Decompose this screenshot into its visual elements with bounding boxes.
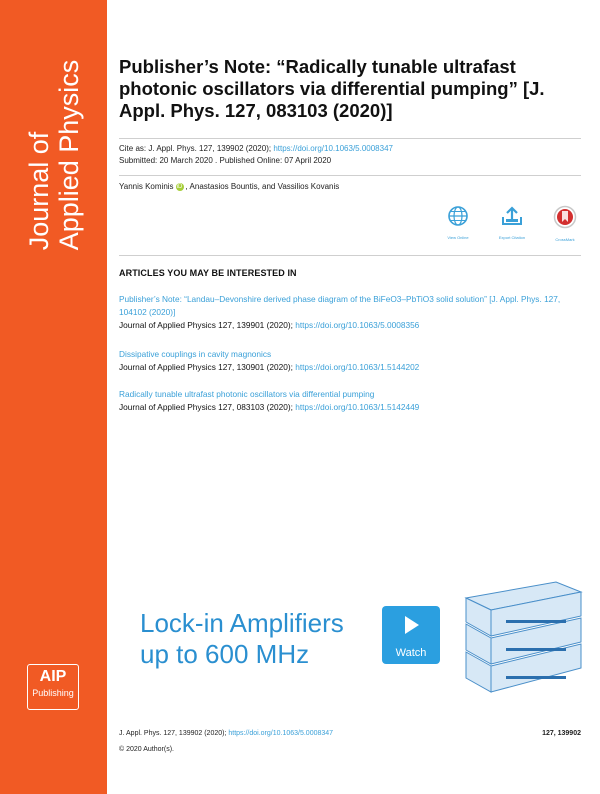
- related-article-title[interactable]: Radically tunable ultrafast photonic oscillators via differential pumping: [119, 389, 375, 399]
- watch-label: Watch: [395, 647, 427, 659]
- play-icon: [400, 614, 422, 636]
- cite-as-doi-link[interactable]: https://doi.org/10.1063/5.0008347: [273, 144, 393, 153]
- related-article-doi-link[interactable]: https://doi.org/10.1063/1.5142449: [295, 402, 420, 412]
- publishing-logo-text: Publishing: [32, 688, 74, 698]
- ad-headline-line2: up to 600 MHz: [140, 639, 310, 669]
- export-citation-label: Export Citation: [498, 235, 526, 240]
- divider: [119, 175, 581, 176]
- export-icon: [500, 205, 524, 227]
- journal-sidebar: [0, 0, 107, 794]
- page-footer: [119, 730, 581, 737]
- related-article-doi-link[interactable]: https://doi.org/10.1063/5.0008356: [295, 320, 420, 330]
- related-article-journal: Journal of Applied Physics 127, 139901 (2020);: [119, 320, 293, 330]
- footer-citation: J. Appl. Phys. 127, 139902 (2020);: [119, 730, 227, 737]
- article-meta: [119, 143, 579, 167]
- copyright-notice: © 2020 Author(s).: [119, 746, 174, 753]
- related-article-doi-link[interactable]: https://doi.org/10.1063/1.5144202: [295, 362, 420, 372]
- journal-name: [24, 60, 84, 251]
- ad-headline-line1: Lock-in Amplifiers: [140, 608, 344, 638]
- watch-video-button[interactable]: [382, 606, 440, 664]
- crossmark-label: CrossMark: [555, 237, 575, 242]
- article-title: Publisher’s Note: “Radically tunable ultrafast photonic oscillators via differential pumping” [J. Appl. Phys. 127, 083103 (2020)]: [119, 56, 545, 121]
- related-article-title[interactable]: Dissipative couplings in cavity magnonics: [119, 349, 272, 359]
- article-dates: Submitted: 20 March 2020 . Published Online: 07 April 2020: [119, 156, 332, 165]
- crossmark-button[interactable]: [545, 205, 585, 242]
- author-first[interactable]: Yannis Kominis: [119, 182, 174, 191]
- related-articles-heading: ARTICLES YOU MAY BE INTERESTED IN: [119, 268, 297, 278]
- related-article-journal: Journal of Applied Physics 127, 130901 (2020);: [119, 362, 293, 372]
- orcid-icon[interactable]: iD: [176, 184, 183, 190]
- author-list: [119, 182, 339, 191]
- aip-logo-text: AIP: [39, 668, 67, 685]
- related-article: [119, 388, 579, 414]
- crossmark-icon: [553, 205, 577, 229]
- advertisement-banner[interactable]: [126, 580, 580, 705]
- journal-name-line1: Journal of: [24, 131, 54, 251]
- journal-name-line2: Applied Physics: [54, 59, 84, 251]
- instrument-stack-image: [456, 580, 586, 705]
- related-article-title[interactable]: Publisher’s Note: “Landau–Devonshire derived phase diagram of the BiFeO3–PbTiO3 solid solution” [J. Appl. Phys. 127, 104102 (2020)]: [119, 294, 561, 317]
- cite-as-text: Cite as: J. Appl. Phys. 127, 139902 (2020);: [119, 144, 272, 153]
- divider: [119, 255, 581, 256]
- author-rest[interactable]: , Anastasios Bountis, and Vassilios Kovanis: [185, 182, 340, 191]
- view-online-button[interactable]: [438, 205, 478, 240]
- export-citation-button[interactable]: [492, 205, 532, 240]
- related-article: [119, 348, 579, 374]
- footer-doi-link[interactable]: https://doi.org/10.1063/5.0008347: [228, 730, 334, 737]
- aip-publishing-logo[interactable]: [27, 664, 79, 710]
- divider: [119, 138, 581, 139]
- footer-page-number: 127, 139902: [542, 730, 581, 737]
- related-article: [119, 293, 579, 332]
- related-article-journal: Journal of Applied Physics 127, 083103 (2020);: [119, 402, 293, 412]
- globe-icon: [447, 205, 469, 227]
- view-online-label: View Online: [447, 235, 469, 240]
- ad-headline: [140, 608, 344, 670]
